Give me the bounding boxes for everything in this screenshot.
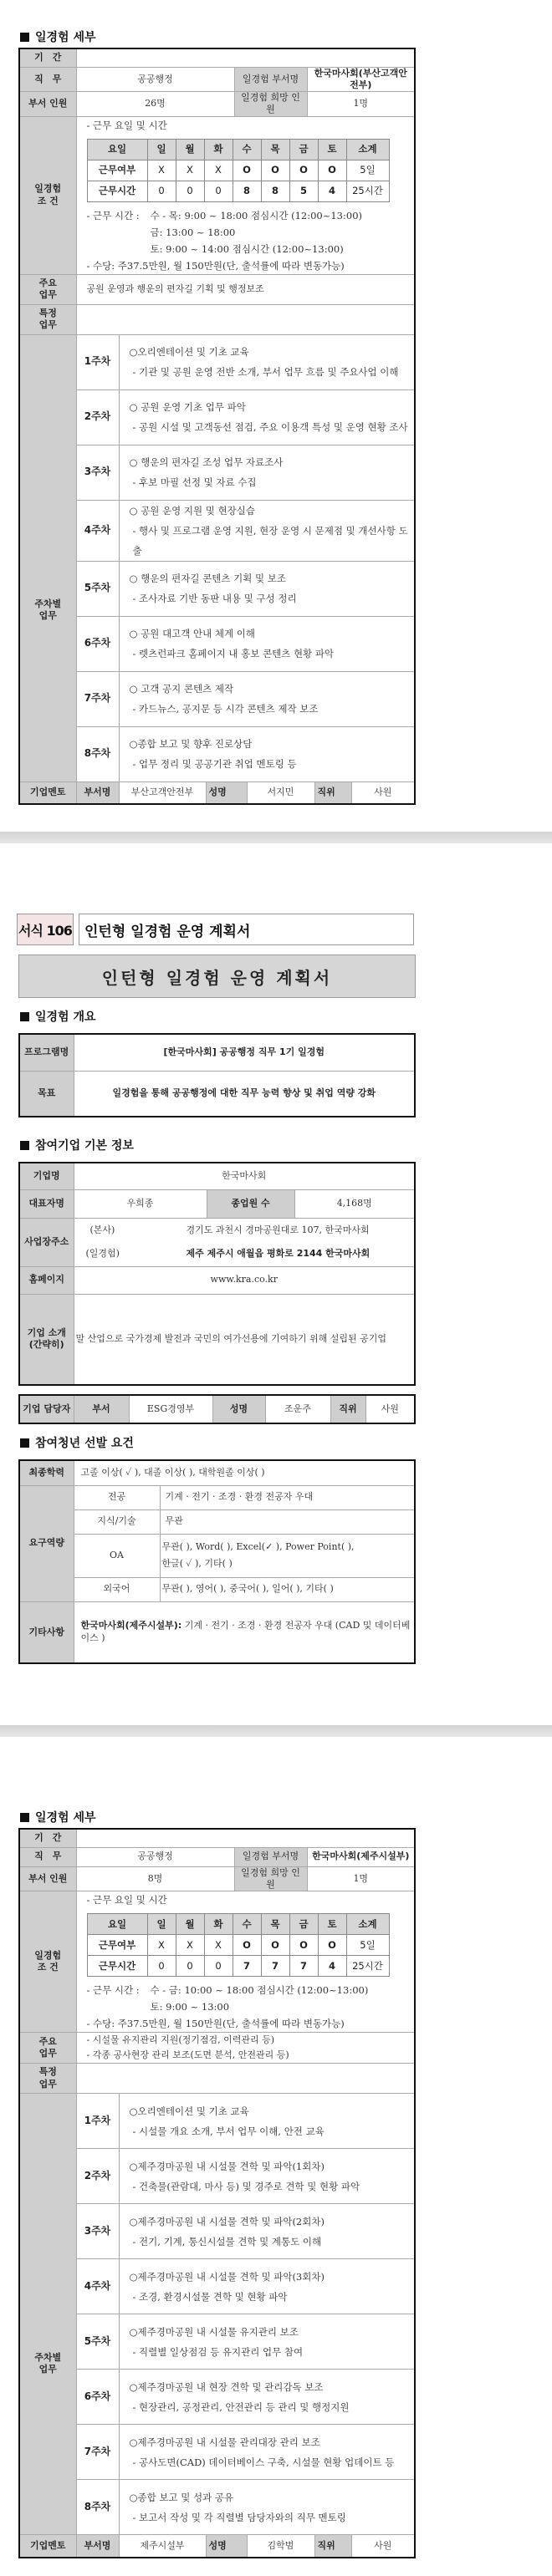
main-duty-content — [76, 2033, 415, 2064]
week-title: ○오리엔테이션 및 기초 교육 — [129, 346, 249, 359]
pay-text: - 수당: 주37.5만원, 월 150만원(단, 출석률에 따라 변동가능) — [86, 259, 345, 272]
schedule-cell: 25시간 — [346, 181, 389, 201]
main-duty-line: - 시설물 유지관리 지원(정기점검, 이력관리 등) — [86, 2034, 275, 2046]
schedule-header-cell: 화 — [204, 1914, 233, 1935]
schedule-cell: 5 — [289, 181, 318, 201]
schedule-row — [87, 1956, 389, 1977]
weekly-duty-label: 주차별 업무 — [19, 2094, 76, 2535]
form-title: 인턴형 일경험 운영 계획서 — [79, 914, 414, 945]
dept-staff-value: 26명 — [76, 92, 234, 117]
major-value: 기계 · 전기 · 조경 · 환경 전공자 우대 — [160, 1485, 415, 1509]
conditions-content — [76, 116, 415, 274]
week-label: 4주차 — [76, 500, 119, 561]
week-row — [19, 671, 415, 726]
week-row — [19, 445, 415, 500]
main-duty-line: - 각종 공사현장 관리 보조(도면 분석, 안전관리 등) — [86, 2049, 289, 2061]
schedule-header-cell: 토 — [318, 139, 346, 160]
week-row — [19, 2425, 415, 2480]
week-detail: - 건축물(관람대, 마사 등) 및 경주로 견학 및 현황 파악 — [132, 2180, 360, 2192]
week-title: ○제주경마공원 내 시설물 관리대장 관리 보조 — [129, 2436, 320, 2448]
week-content — [119, 2425, 415, 2480]
schedule-cell: O — [289, 1935, 318, 1956]
schedule-cell: X — [176, 160, 204, 181]
section-heading-detail-1 — [20, 28, 96, 45]
schedule-cell: 근무시간 — [87, 1956, 147, 1977]
schedule-cell: 7 — [261, 1956, 289, 1977]
schedule-cell: 0 — [147, 1956, 176, 1977]
conditions-content — [76, 1891, 415, 2033]
company-intro: 말 산업으로 국가경제 발전과 국민의 여가선용에 기여하기 위해 설립된 공기업 — [74, 1294, 415, 1385]
week-title: ○종합 보고 및 향후 진로상담 — [129, 738, 253, 751]
schedule-header-cell: 일 — [147, 1914, 176, 1935]
week-row — [19, 726, 415, 781]
job-value: 공공행정 — [76, 67, 234, 92]
mentor-dept-label: 부서명 — [76, 781, 119, 804]
period-value — [76, 1829, 415, 1847]
dept-staff-label: 부서 인원 — [19, 1866, 76, 1891]
week-content — [119, 2314, 415, 2370]
contact-name-label: 성명 — [212, 1395, 265, 1423]
dept-name-value: 한국마사회(제주시설부) — [307, 1847, 415, 1866]
work-hours-line: 수 - 목: 9:00 ~ 18:00 점심시간 (12:00~13:00) — [150, 209, 362, 221]
schedule-header-cell: 목 — [261, 1914, 289, 1935]
square-bullet-icon — [20, 1012, 29, 1021]
company-contact-table — [18, 1394, 416, 1424]
pay-text: - 수당: 주37.5만원, 월 150만원(단, 출석률에 따라 변동가능) — [86, 2018, 345, 2030]
week-detail: - 기관 및 공원 운영 전반 소개, 부서 업무 흐름 및 주요사업 이해 — [132, 366, 399, 379]
period-value — [76, 48, 415, 67]
overview-table — [18, 1033, 416, 1117]
week-content — [119, 616, 415, 671]
special-duty-label: 특정 업무 — [19, 2064, 76, 2094]
schedule-cell: O — [233, 160, 261, 181]
week-content — [119, 2094, 415, 2149]
skill-value: 무관 — [160, 1509, 415, 1534]
week-detail: - 현장관리, 공정관리, 안전관리 등 관리 및 행정지원 — [132, 2400, 350, 2413]
schedule-row — [87, 1914, 389, 1935]
work-hours-prefix: - 근무 시간 : — [86, 209, 140, 221]
mentor-dept: 부산고객안전부 — [119, 781, 206, 804]
schedule-cell: X — [176, 1935, 204, 1956]
heading-text: 일경험 개요 — [35, 1011, 96, 1024]
mentor-position-label: 직위 — [314, 781, 351, 804]
page-separator — [0, 1725, 552, 1737]
intro-label: 기업 소개 (간략히) — [19, 1294, 74, 1385]
schedule-cell: 25시간 — [346, 1956, 389, 1977]
week-title: ○종합 보고 및 성과 공유 — [129, 2491, 234, 2503]
week-title: ○제주경마공원 내 시설물 견학 및 파악(1회차) — [129, 2160, 325, 2172]
detail-table-jeju — [18, 1828, 416, 2558]
main-duty-label: 주요 업무 — [19, 274, 76, 304]
schedule-row — [87, 139, 389, 160]
week-row — [19, 2370, 415, 2425]
week-label: 6주차 — [76, 616, 119, 671]
section-heading-company — [20, 1137, 134, 1153]
oa-line-1: 무관( ), Word( ), Excel(✓ ), Power Point( ), — [161, 1541, 355, 1552]
goal-label: 목표 — [19, 1071, 74, 1117]
schedule-cell: O — [261, 1935, 289, 1956]
week-title: ○제주경마공원 내 시설물 유지관리 보조 — [129, 2325, 299, 2338]
heading-text: 참여기업 기본 정보 — [35, 1139, 134, 1153]
schedule-cell: 5일 — [346, 1935, 389, 1956]
schedule-cell: 0 — [204, 181, 233, 201]
week-title: ○제주경마공원 내 시설물 견학 및 파악(2회차) — [129, 2215, 325, 2227]
schedule-header-cell: 월 — [176, 139, 204, 160]
program-name: [한국마사회] 공공행정 직무 1기 일경험 — [74, 1034, 415, 1071]
week-title: ○제주경마공원 내 현장 견학 및 관리감독 보조 — [129, 2380, 324, 2393]
want-count-label: 일경험 희망 인원 — [234, 92, 307, 117]
week-row — [19, 500, 415, 561]
form-number: 서식 106 — [17, 914, 74, 945]
mentor-name-label: 성명 — [206, 2535, 247, 2558]
schedule-cell: 근무여부 — [87, 160, 147, 181]
conditions-label: 일경험 조 건 — [19, 116, 76, 274]
want-count-label: 일경험 희망 인원 — [234, 1866, 307, 1891]
site-tag: (일경험) — [85, 1248, 120, 1259]
schedule-header-cell: 수 — [233, 139, 261, 160]
mentor-name: 김학범 — [247, 2535, 314, 2558]
week-title: ○ 행운의 편자길 콘텐츠 기획 및 보조 — [129, 573, 286, 585]
schedule-cell: 근무시간 — [87, 181, 147, 201]
etc-label: 기타사항 — [19, 1601, 74, 1663]
etc-bold: 한국마사회(제주시설부): — [80, 1620, 182, 1632]
week-label: 2주차 — [76, 389, 119, 445]
week-label: 2주차 — [76, 2149, 119, 2204]
week-label: 8주차 — [76, 726, 119, 781]
homepage-label: 홈페이지 — [19, 1266, 74, 1294]
mentor-name: 서지민 — [247, 781, 314, 804]
week-title: ○제주경마공원 내 시설물 견학 및 파악(3회차) — [129, 2270, 325, 2283]
ceo-name: 우희종 — [74, 1189, 207, 1218]
week-detail: - 행사 및 프로그램 운영 지원, 현장 운영 시 문제점 및 개선사항 도출 — [132, 524, 408, 557]
week-detail: - 보고서 작성 및 각 직렬별 담당자와의 직무 멘토링 — [132, 2511, 346, 2523]
schedule-cell: 7 — [233, 1956, 261, 1977]
work-hours-line: 토: 9:00 ~ 13:00 — [150, 2001, 230, 2013]
work-hours-prefix: - 근무 시간 : — [86, 1984, 140, 1997]
main-duty-content — [76, 274, 415, 304]
work-schedule-table — [87, 1913, 390, 1977]
job-label: 직 무 — [19, 67, 76, 92]
schedule-cell: O — [318, 160, 346, 181]
schedule-cell: O — [233, 1935, 261, 1956]
schedule-cell: 근무여부 — [87, 1935, 147, 1956]
mentor-dept: 제주시설부 — [119, 2535, 206, 2558]
week-title: ○ 공원 대고객 안내 체계 이해 — [129, 628, 256, 640]
schedule-cell: O — [318, 1935, 346, 1956]
schedule-header-cell: 소계 — [346, 139, 389, 160]
special-duty-value — [76, 304, 415, 334]
week-row — [19, 2314, 415, 2370]
week-label: 3주차 — [76, 2204, 119, 2259]
schedule-header-cell: 토 — [318, 1914, 346, 1935]
week-detail: - 조사자료 기반 동판 내용 및 구성 정리 — [132, 593, 297, 605]
education-label: 최종학력 — [19, 1460, 74, 1485]
week-detail: - 공원 시설 및 고객동선 점검, 주요 이용객 특성 및 운영 현황 조사 — [132, 421, 408, 434]
week-content — [119, 389, 415, 445]
schedule-row — [87, 181, 389, 201]
hq-address: 경기도 과천시 경마공원대로 107, 한국마사회 — [186, 1224, 370, 1235]
job-label: 직 무 — [19, 1847, 76, 1866]
special-duty-value — [76, 2064, 415, 2094]
week-label: 6주차 — [76, 2370, 119, 2425]
dept-staff-value: 8명 — [76, 1866, 234, 1891]
week-row — [19, 2259, 415, 2314]
work-schedule-table — [87, 139, 390, 202]
schedule-cell: O — [289, 160, 318, 181]
week-row — [19, 334, 415, 389]
week-label: 3주차 — [76, 445, 119, 500]
week-detail: - 업무 정리 및 공공기관 취업 멘토링 등 — [132, 758, 297, 771]
mentor-position-label: 직위 — [314, 2535, 351, 2558]
want-count-value: 1명 — [307, 1866, 415, 1891]
week-label: 5주차 — [76, 2314, 119, 2370]
main-duty-line: 공원 운영과 행운의 편자길 기획 및 행정보조 — [86, 283, 264, 295]
week-content — [119, 445, 415, 500]
week-title: ○ 행운의 편자길 조성 업무 자료조사 — [129, 456, 284, 469]
schedule-header-cell: 금 — [289, 139, 318, 160]
competency-label: 요구역량 — [19, 1485, 74, 1601]
weekly-duty-label: 주차별 업무 — [19, 334, 76, 781]
oa-label: OA — [74, 1534, 160, 1577]
oa-line-2: 한글( ✓ ), 기타( ) — [161, 1558, 233, 1569]
work-hours-line: 토: 9:00 ~ 14:00 점심시간 (12:00~13:00) — [150, 242, 344, 255]
dept-name-label: 일경험 부서명 — [234, 1847, 307, 1866]
etc-text: 기계 · 전기 · 조경 · 환경 전공자 우대 (CAD 및 데이터베이스 ) — [80, 1620, 411, 1643]
week-content — [119, 561, 415, 616]
week-label: 7주차 — [76, 2425, 119, 2480]
week-title: ○ 공원 운영 지원 및 현장실습 — [129, 504, 256, 517]
education-value: 고졸 이상( ✓ ), 대졸 이상( ), 대학원졸 이상( ) — [74, 1460, 415, 1485]
schedule-header-cell: 월 — [176, 1914, 204, 1935]
schedule-cell: 8 — [233, 181, 261, 201]
contact-name: 조운주 — [265, 1395, 330, 1423]
main-duty-label: 주요 업무 — [19, 2033, 76, 2064]
mentor-label: 기업멘토 — [19, 781, 76, 804]
schedule-cell: 0 — [204, 1956, 233, 1977]
job-value: 공공행정 — [76, 1847, 234, 1866]
heading-text: 일경험 세부 — [35, 1811, 96, 1825]
detail-table-busan — [18, 48, 416, 805]
schedule-header-cell: 목 — [261, 139, 289, 160]
week-label: 7주차 — [76, 671, 119, 726]
schedule-cell: X — [147, 1935, 176, 1956]
square-bullet-icon — [20, 1438, 29, 1448]
schedule-header-cell: 수 — [233, 1914, 261, 1935]
week-detail: - 조경, 환경시설물 견학 및 현황 파악 — [132, 2290, 288, 2303]
skill-label: 지식/기술 — [74, 1509, 160, 1534]
schedule-cell: 5일 — [346, 160, 389, 181]
major-label: 전공 — [74, 1485, 160, 1509]
period-label: 기 간 — [19, 48, 76, 67]
square-bullet-icon — [20, 1813, 29, 1822]
week-row — [19, 2480, 415, 2535]
schedule-header-cell: 소계 — [346, 1914, 389, 1935]
schedule-header-cell: 일 — [147, 139, 176, 160]
week-row — [19, 2204, 415, 2259]
heading-text: 참여청년 선발 요건 — [35, 1437, 134, 1450]
week-content — [119, 2204, 415, 2259]
heading-text: 일경험 세부 — [35, 31, 96, 44]
schedule-cell: 4 — [318, 1956, 346, 1977]
week-label: 8주차 — [76, 2480, 119, 2535]
goal-text: 일경험을 통해 공공행정에 대한 직무 능력 향상 및 취업 역량 강화 — [74, 1071, 415, 1117]
schedule-header-cell: 요일 — [87, 1914, 147, 1935]
schedule-row — [87, 160, 389, 181]
mentor-label: 기업멘토 — [19, 2535, 76, 2558]
week-row — [19, 2094, 415, 2149]
week-content — [119, 2370, 415, 2425]
week-content — [119, 671, 415, 726]
week-detail: - 렛츠런파크 홈페이지 내 홍보 콘텐츠 현황 파악 — [132, 648, 335, 660]
week-title: ○ 공원 운영 기초 업무 파악 — [129, 401, 246, 414]
page-separator — [0, 832, 552, 843]
schedule-row — [87, 1935, 389, 1956]
employees-count: 4,168명 — [294, 1189, 415, 1218]
week-row — [19, 616, 415, 671]
section-heading-requirements — [20, 1434, 134, 1451]
week-label: 5주차 — [76, 561, 119, 616]
work-hours-line: 수 - 금: 10:00 ~ 18:00 점심시간 (12:00~13:00) — [150, 1984, 369, 1997]
week-content — [119, 2149, 415, 2204]
schedule-cell: 0 — [176, 181, 204, 201]
company-name-label: 기업명 — [19, 1163, 74, 1189]
language-value: 무관( ), 영어( ), 중국어( ), 일어( ), 기타( ) — [160, 1577, 415, 1601]
schedule-header-cell: 요일 — [87, 139, 147, 160]
schedule-cell: X — [204, 160, 233, 181]
week-content — [119, 334, 415, 389]
contact-position: 사원 — [365, 1395, 415, 1423]
week-content — [119, 2259, 415, 2314]
schedule-cell: X — [147, 160, 176, 181]
schedule-cell: 8 — [261, 181, 289, 201]
week-row — [19, 389, 415, 445]
schedule-cell: X — [204, 1935, 233, 1956]
week-row — [19, 561, 415, 616]
conditions-label: 일경험 조 건 — [19, 1891, 76, 2033]
square-bullet-icon — [20, 1141, 29, 1150]
site-address: 제주 제주시 애월읍 평화로 2144 한국마사회 — [186, 1248, 371, 1259]
work-days-intro: - 근무 요일 및 시간 — [86, 1894, 167, 1907]
week-detail: - 전기, 기계, 통신시설물 견학 및 계통도 이해 — [132, 2235, 322, 2248]
schedule-cell: 4 — [318, 181, 346, 201]
section-heading-overview — [20, 1008, 96, 1025]
week-title: ○ 고객 공지 콘텐츠 제작 — [129, 683, 234, 695]
work-hours-line: 금: 13:00 ~ 18:00 — [150, 226, 236, 238]
week-detail: - 후보 마필 선정 및 자료 수집 — [132, 476, 257, 489]
work-days-intro: - 근무 요일 및 시간 — [86, 119, 167, 131]
want-count-value: 1명 — [307, 92, 415, 117]
week-detail: - 시설물 개요 소개, 부서 업무 이해, 안전 교육 — [132, 2125, 325, 2137]
schedule-header-cell: 화 — [204, 139, 233, 160]
schedule-cell: 0 — [147, 181, 176, 201]
square-bullet-icon — [20, 33, 29, 42]
contact-position-label: 직위 — [330, 1395, 365, 1423]
week-detail: - 직렬별 일상점검 등 유지관리 업무 참여 — [132, 2345, 304, 2358]
week-detail: - 공사도면(CAD) 데이터베이스 구축, 시설물 현황 업데이트 등 — [132, 2456, 395, 2468]
schedule-header-cell: 금 — [289, 1914, 318, 1935]
dept-staff-label: 부서 인원 — [19, 92, 76, 117]
homepage-link[interactable]: www.kra.co.kr — [74, 1266, 415, 1294]
week-content — [119, 726, 415, 781]
ceo-label: 대표자명 — [19, 1189, 74, 1218]
schedule-cell: 0 — [176, 1956, 204, 1977]
week-detail: - 카드뉴스, 공지문 등 시각 콘텐츠 제작 보조 — [132, 703, 319, 715]
hq-tag: (본사) — [89, 1224, 115, 1235]
dept-name-label: 일경험 부서명 — [234, 67, 307, 92]
schedule-cell: 7 — [289, 1956, 318, 1977]
document-title-banner: 인턴형 일경험 운영 계획서 — [18, 955, 416, 998]
week-label: 1주차 — [76, 2094, 119, 2149]
special-duty-label: 특정 업무 — [19, 304, 76, 334]
company-info-table — [18, 1162, 416, 1386]
mentor-dept-label: 부서명 — [76, 2535, 119, 2558]
period-label: 기 간 — [19, 1829, 76, 1847]
week-row — [19, 2149, 415, 2204]
week-label: 4주차 — [76, 2259, 119, 2314]
address-label: 사업장주소 — [19, 1218, 74, 1266]
mentor-position: 사원 — [351, 781, 415, 804]
dept-name-value: 한국마사회(부산고객안전부) — [307, 67, 415, 92]
week-content — [119, 500, 415, 561]
contact-dept: ESG경영부 — [129, 1395, 212, 1423]
requirements-table — [18, 1459, 416, 1664]
contact-dept-label: 부서 — [74, 1395, 129, 1423]
contact-label: 기업 담당자 — [19, 1395, 74, 1423]
mentor-name-label: 성명 — [206, 781, 247, 804]
employees-label: 종업원 수 — [207, 1189, 294, 1218]
language-label: 외국어 — [74, 1577, 160, 1601]
mentor-position: 사원 — [351, 2535, 415, 2558]
week-title: ○오리엔테이션 및 기초 교육 — [129, 2105, 249, 2117]
schedule-cell: O — [261, 160, 289, 181]
section-heading-detail-2 — [20, 1809, 96, 1825]
program-label: 프로그램명 — [19, 1034, 74, 1071]
company-name: 한국마사회 — [74, 1163, 415, 1189]
week-label: 1주차 — [76, 334, 119, 389]
week-content — [119, 2480, 415, 2535]
